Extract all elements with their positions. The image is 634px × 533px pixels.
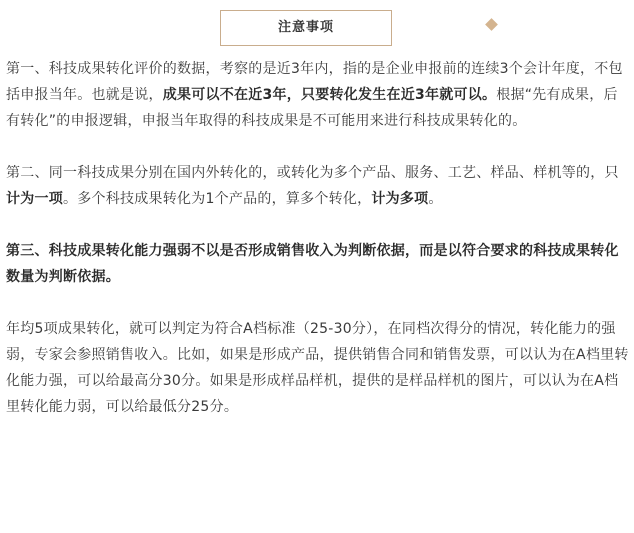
diamond-ornament-icon: [485, 18, 498, 31]
paragraph-1-text-2: 根据“先有成果，后有转化”的申报逻辑，申报当年取得的科技成果是不可能用来进行科技成果转化的。: [6, 87, 618, 129]
paragraph-3: [6, 238, 630, 290]
paragraph-2-bold-2: 计为多项: [371, 191, 429, 207]
paragraph-spacer: [6, 212, 630, 238]
paragraph-2: [6, 160, 630, 212]
paragraph-1: [6, 56, 630, 134]
paragraph-spacer: [6, 290, 630, 316]
paragraph-4: [6, 316, 630, 420]
paragraph-3-bold-1: 第三、科技成果转化能力强弱不以是否形成销售收入为判断依据，而是以符合要求的科技成果转化数量为判断依据。: [6, 243, 619, 285]
paragraph-4-text-1: 年均5项成果转化，就可以判定为符合A档标准（25-30分），在同档次得分的情况，转化能力的强弱，专家会参照销售收入。比如，如果是形成产品，提供销售合同和销售发票，可以认为在A档里转化能力强，可以给最高分30分。如果是形成样品样机，提供的是样品样机的图片，可以认为在A档里转化能力弱，可以给最低分25分。: [6, 321, 629, 415]
header-title: 注意事项: [277, 20, 334, 35]
paragraph-1-bold-1: 成果可以不在近3年，只要转化发生在近3年就可以。: [162, 87, 497, 103]
paragraph-2-text-1: 第二、同一科技成果分别在国内外转化的，或转化为多个产品、服务、工艺、样品、样机等的，只: [6, 165, 619, 181]
paragraph-2-bold-1: 计为一项: [6, 191, 63, 207]
paragraph-1-text-1: 第一、科技成果转化评价的数据，考察的是近3年内，指的是企业申报前的连续3个会计年度，不包括申报当年。也就是说，: [6, 61, 623, 103]
paragraph-spacer: [6, 134, 630, 160]
paragraph-2-text-2: 。多个科技成果转化为1个产品的，算多个转化，: [63, 191, 372, 207]
paragraph-2-text-3: 。: [428, 191, 443, 207]
section-header: [220, 10, 392, 46]
article-body: [6, 56, 630, 420]
